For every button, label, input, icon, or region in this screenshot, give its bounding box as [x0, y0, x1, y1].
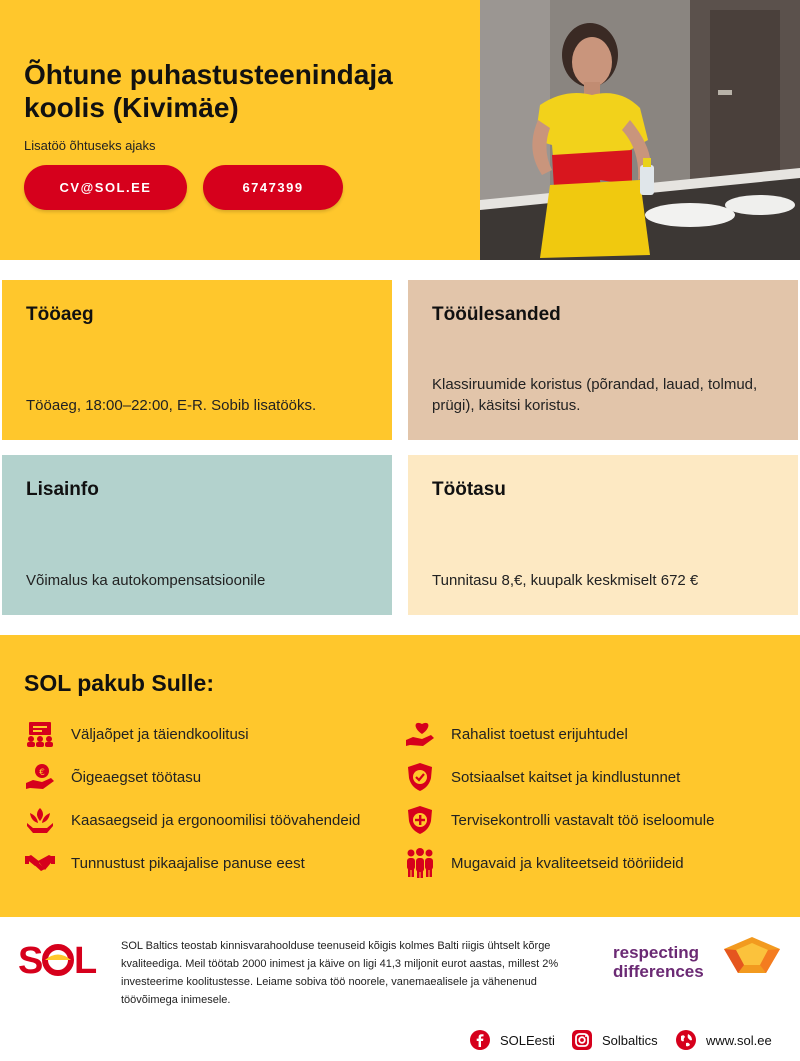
instagram-link[interactable]	[572, 1029, 658, 1051]
heart-hand-icon	[404, 719, 436, 749]
card-salary-title: Töötasu	[432, 479, 506, 500]
website-url: www.sol.ee	[706, 1032, 772, 1048]
company-description: SOL Baltics teostab kinnisvarahoolduse teenuseid kõigis kolmes Balti riigis ühtselt kõrge kvaliteediga. Meil töötab 2000 inimest ja käive on ligi 41,3 miljonit eurot aastas, millest 2% investeerime koolitustesse. Leiame sobiva töö noorele, vanemaealisele ja vähenenud töövõimega inimesele.	[121, 940, 559, 1006]
sol-logo	[18, 939, 102, 984]
card-tasks-title: Tööülesanded	[432, 304, 561, 325]
svg-text:L: L	[74, 940, 98, 979]
people-icon	[404, 848, 436, 878]
job-title	[24, 58, 464, 124]
offer-item	[404, 805, 715, 835]
facebook-link[interactable]	[470, 1029, 555, 1051]
offer-label: Tunnustust pikaajalise panuse eest	[71, 854, 305, 872]
offers-title: SOL pakub Sulle:	[24, 670, 214, 696]
offer-label: Tervisekontrolli vastavalt töö iseloomule	[451, 811, 715, 829]
svg-text:€: €	[39, 768, 45, 778]
offer-item	[404, 719, 628, 749]
hero-photo	[480, 0, 800, 260]
salary-hand-icon	[24, 762, 56, 792]
respect-mark-icon	[722, 935, 782, 980]
offers-section	[0, 635, 800, 917]
offer-label: Rahalist toetust erijuhtudel	[451, 725, 628, 743]
hero-text	[24, 58, 464, 153]
offer-label: Väljaõpet ja täiendkoolitusi	[71, 725, 249, 743]
facebook-icon	[470, 1030, 490, 1050]
offer-label: Mugavaid ja kvaliteetseid tööriideid	[451, 854, 684, 872]
offer-item	[404, 762, 681, 792]
offer-label: Sotsiaalset kaitset ja kindlustunnet	[451, 768, 681, 786]
card-salary-body: Tunnitasu 8,€, kuupalk keskmiselt 672 €	[432, 572, 699, 589]
card-worktime-title: Tööaeg	[26, 304, 94, 325]
job-title-line2: koolis (Kivimäe)	[24, 92, 239, 123]
tools-hand-icon	[24, 805, 56, 835]
respecting-differences-logo	[613, 943, 704, 981]
offer-item	[24, 848, 305, 878]
phone-button[interactable]: 6747399	[203, 165, 343, 210]
card-worktime-body: Tööaeg, 18:00–22:00, E-R. Sobib lisatööks.	[26, 397, 317, 414]
offer-item	[24, 719, 249, 749]
job-subtitle: Lisatöö õhtuseks ajaks	[24, 138, 156, 153]
website-link[interactable]	[676, 1029, 772, 1051]
facebook-handle: SOLEesti	[500, 1032, 555, 1048]
footer	[0, 917, 800, 1061]
card-tasks-body: Klassiruumide koristus (põrandad, lauad, tolmud, prügi), käsitsi koristus.	[432, 376, 758, 414]
job-title-line1: Õhtune puhastusteenindaja	[24, 59, 393, 90]
offer-item	[24, 805, 361, 835]
svg-text:S: S	[18, 940, 43, 979]
instagram-handle: Solbaltics	[602, 1032, 658, 1048]
card-extra-info-body: Võimalus ka autokompensatsioonile	[26, 572, 266, 589]
offer-item	[24, 762, 202, 792]
shield-check-icon	[404, 762, 436, 792]
card-worktime	[2, 280, 392, 440]
card-extra-info-title: Lisainfo	[26, 479, 99, 500]
instagram-icon	[572, 1030, 592, 1050]
handshake-icon	[24, 848, 56, 878]
shield-plus-icon	[404, 805, 436, 835]
hero-section	[0, 0, 800, 260]
offer-item	[404, 848, 684, 878]
card-salary	[408, 455, 798, 615]
respect-line2: differences	[613, 962, 704, 981]
offer-label: Õigeaegset töötasu	[71, 768, 202, 786]
email-button[interactable]: CV@SOL.EE	[24, 165, 187, 210]
card-extra-info	[2, 455, 392, 615]
offer-label: Kaasaegseid ja ergonoomilisi töövahendeid	[71, 811, 361, 829]
card-tasks	[408, 280, 798, 440]
training-icon	[24, 719, 56, 749]
respect-line1: respecting	[613, 943, 699, 962]
globe-icon	[676, 1030, 696, 1050]
